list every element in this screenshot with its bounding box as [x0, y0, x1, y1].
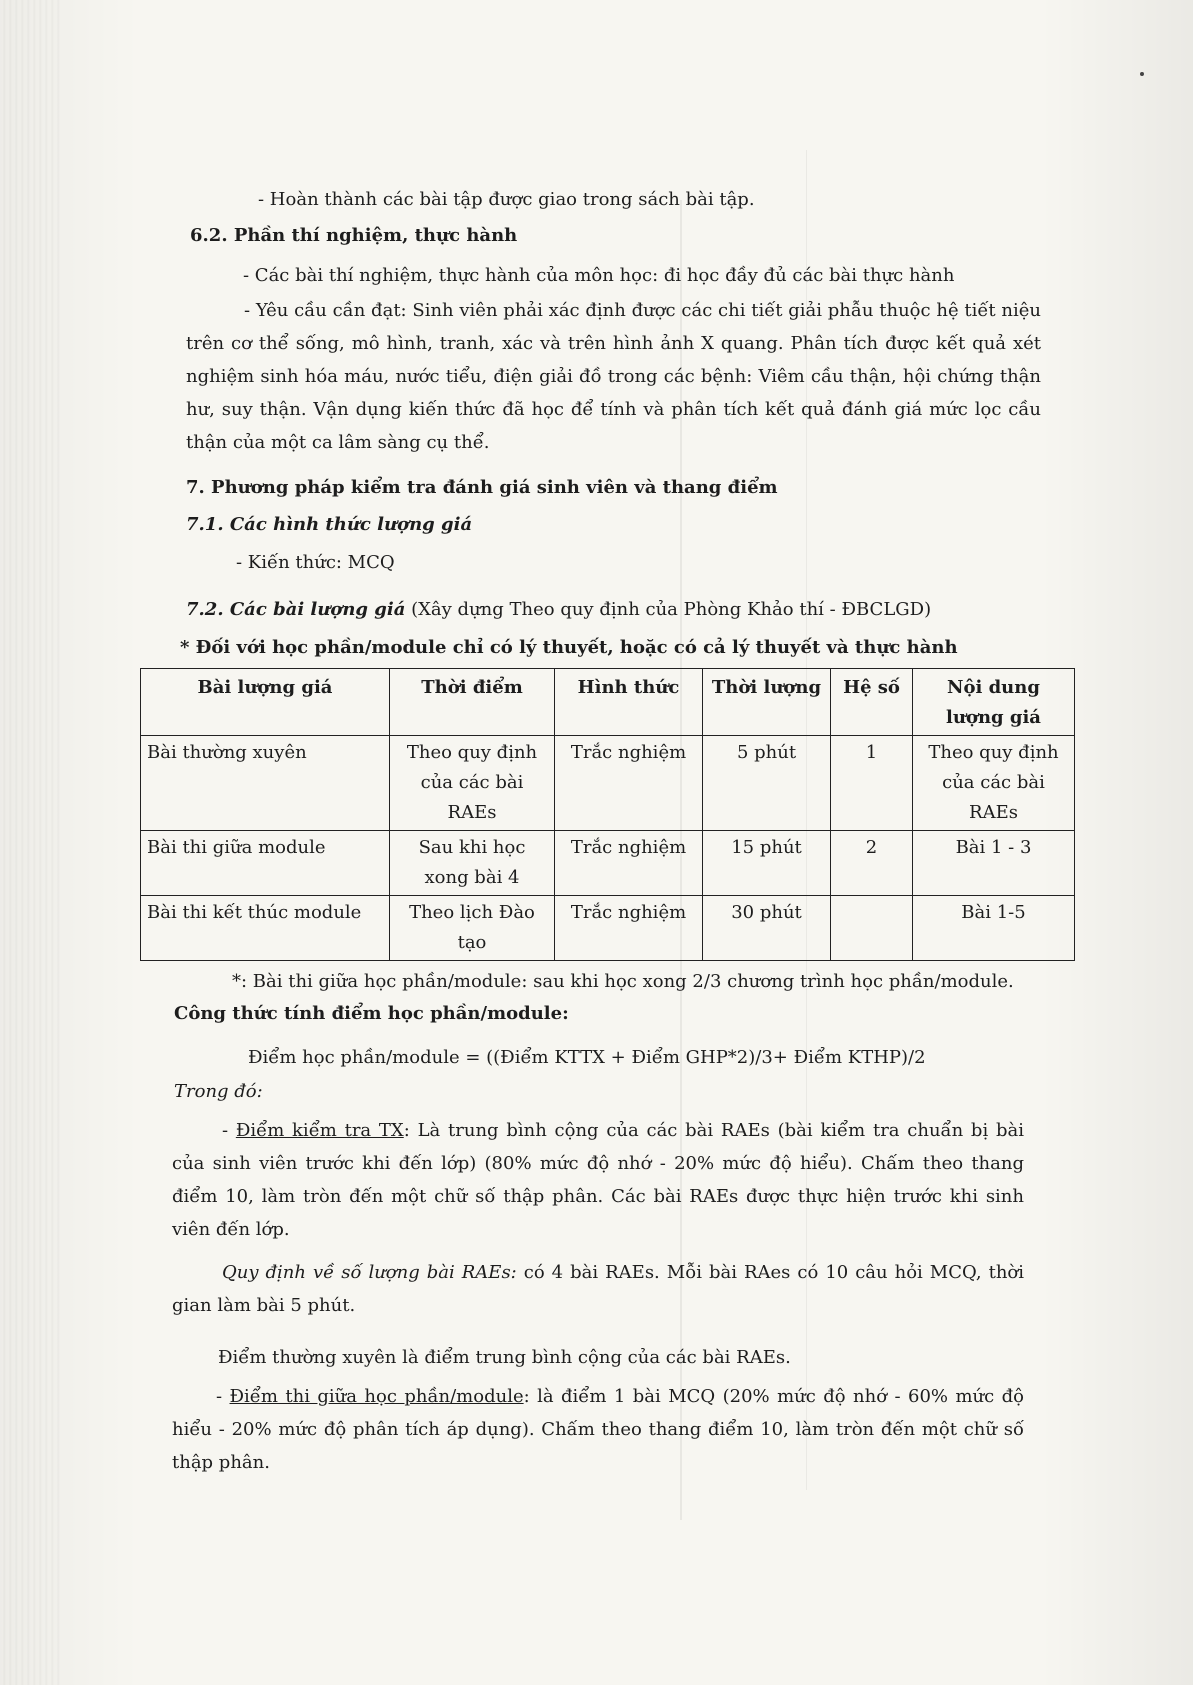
table-cell: Theo quy định của các bài RAEs [913, 736, 1075, 831]
table-cell: 2 [831, 831, 913, 896]
text-line: - Kiến thức: MCQ [236, 552, 395, 573]
assessment-table [140, 668, 1075, 961]
col-header: Thời điểm [390, 669, 555, 736]
table-cell: Bài thi giữa module [141, 831, 390, 896]
table-cell: Bài 1 - 3 [913, 831, 1075, 896]
table-row [141, 896, 1075, 961]
heading-7-2-title: 7.2. Các bài lượng giá [186, 599, 406, 620]
col-header: Hệ số [831, 669, 913, 736]
table-row [141, 736, 1075, 831]
table-cell: Trắc nghiệm [555, 896, 703, 961]
requirements-paragraph: - Yêu cầu cần đạt: Sinh viên phải xác định được các chi tiết giải phẫu thuộc hệ tiết niệu trên cơ thể sống, mô hình, tranh, xác và trên hình ảnh X quang. Phân tích được kết quả xét nghiệm sinh hóa máu, nước tiểu, điện giải đồ trong các bệnh: Viêm cầu thận, hội chứng thận hư, suy thận. Vận dụng kiến thức đã học để tính và phân tích kết quả đánh giá mức lọc cầu thận của một ca lâm sàng cụ thể. [186, 300, 1041, 453]
table-cell: 1 [831, 736, 913, 831]
trong-do-label: Trong đó: [174, 1081, 263, 1102]
table-cell: 15 phút [703, 831, 831, 896]
paragraph-text: có 4 bài RAEs. Mỗi bài RAes có 10 câu hỏi MCQ, thời gian làm bài 5 phút. [172, 1262, 1024, 1316]
paragraph-diem-thi-giua: - Điểm thi giữa học phần/module: là điểm 1 bài MCQ (20% mức độ nhớ - 60% mức độ hiểu - 20% mức độ phân tích áp dụng). Chấm theo thang điểm 10, làm tròn đến một chữ số thập phân. [172, 1386, 1024, 1473]
heading-7-2-note: (Xây dựng Theo quy định của Phòng Khảo thí - ĐBCLGD) [405, 599, 932, 620]
table-footnote: *: Bài thi giữa học phần/module: sau khi học xong 2/3 chương trình học phần/module. [232, 971, 1014, 992]
table-cell: 30 phút [703, 896, 831, 961]
formula-heading: Công thức tính điểm học phần/module: [174, 1003, 569, 1024]
paragraph-text: : là điểm 1 bài MCQ (20% mức độ nhớ - 60% mức độ hiểu - 20% mức độ phân tích áp dụng). Chấm theo thang điểm 10, làm tròn đến một chữ số thập phân. [172, 1386, 1024, 1473]
table-cell: 5 phút [703, 736, 831, 831]
section-heading-7: 7. Phương pháp kiểm tra đánh giá sinh viên và thang điểm [186, 477, 778, 498]
col-header: Thời lượng [703, 669, 831, 736]
table-cell: Bài thi kết thúc module [141, 896, 390, 961]
term-quy-dinh: Quy định về số lượng bài RAEs: [222, 1262, 517, 1283]
formula: Điểm học phần/module = ((Điểm KTTX + Điểm GHP*2)/3+ Điểm KTHP)/2 [248, 1047, 926, 1068]
table-cell: Bài thường xuyên [141, 736, 390, 831]
col-header: Hình thức [555, 669, 703, 736]
table-row [141, 831, 1075, 896]
table-caption: * Đối với học phần/module chỉ có lý thuyết, hoặc có cả lý thuyết và thực hành [180, 637, 958, 658]
term-diem-kiem-tra: Điểm kiểm tra TX [235, 1120, 404, 1141]
table-cell: Sau khi học xong bài 4 [390, 831, 555, 896]
text-line: Điểm thường xuyên là điểm trung bình cộng của các bài RAEs. [218, 1347, 791, 1368]
term-diem-thi-giua: Điểm thi giữa học phần/module [229, 1386, 524, 1407]
text-line: - Hoàn thành các bài tập được giao trong sách bài tập. [258, 189, 755, 210]
paragraph-diem-kiem-tra: - Điểm kiểm tra TX: Là trung bình cộng của các bài RAEs (bài kiểm tra chuẩn bị bài của sinh viên trước khi đến lớp) (80% mức độ nhớ - 20% mức độ hiểu). Chấm theo thang điểm 10, làm tròn đến một chữ số thập phân. Các bài RAEs được thực hiện trước khi sinh viên đến lớp. [172, 1120, 1024, 1240]
section-heading-7-1: 7.1. Các hình thức lượng giá [186, 514, 473, 535]
table-cell: Trắc nghiệm [555, 736, 703, 831]
col-header: Bài lượng giá [141, 669, 390, 736]
section-heading-7-2 [186, 598, 931, 622]
text-line: - Các bài thí nghiệm, thực hành của môn học: đi học đầy đủ các bài thực hành [243, 265, 955, 286]
table-cell: Theo quy định của các bài RAEs [390, 736, 555, 831]
table-cell: Bài 1-5 [913, 896, 1075, 961]
table-cell: Theo lịch Đào tạo [390, 896, 555, 961]
table-cell: Trắc nghiệm [555, 831, 703, 896]
table-cell [831, 896, 913, 961]
col-header: Nội dung lượng giá [913, 669, 1075, 736]
speck [1140, 72, 1144, 76]
paragraph-quy-dinh [172, 1256, 1024, 1322]
paragraph-text: : Là trung bình cộng của các bài RAEs (bài kiểm tra chuẩn bị bài của sinh viên trước khi đến lớp) (80% mức độ nhớ - 20% mức độ hiểu). Chấm theo thang điểm 10, làm tròn đến một chữ số thập phân. Các bài RAEs được thực hiện trước khi sinh viên đến lớp. [172, 1120, 1024, 1240]
section-heading-6-2: 6.2. Phần thí nghiệm, thực hành [190, 225, 518, 246]
